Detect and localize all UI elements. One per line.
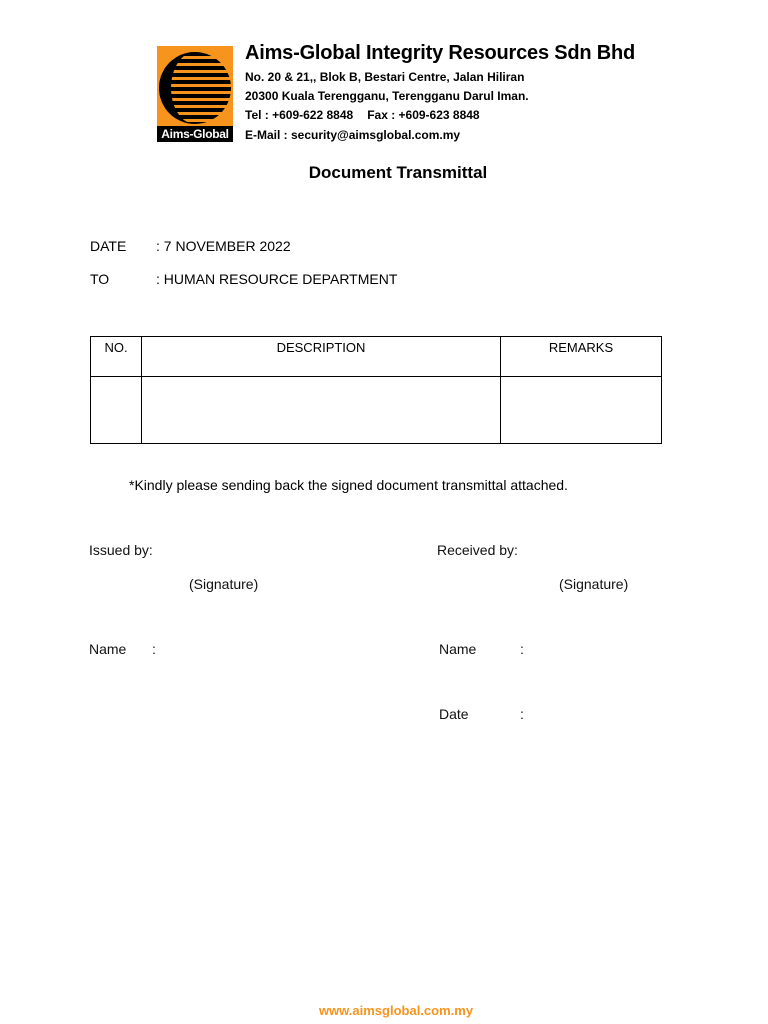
cell-no [91, 377, 142, 444]
column-header-no: NO. [91, 337, 142, 377]
company-name: Aims-Global Integrity Resources Sdn Bhd [245, 42, 636, 64]
receiver-name-colon: : [520, 641, 524, 657]
contact-line [245, 108, 480, 122]
receiver-date-row [439, 706, 524, 722]
address-line-2: 20300 Kuala Terengganu, Terengganu Darul Iman. [245, 89, 529, 103]
date-label: DATE [90, 238, 127, 254]
company-logo [157, 46, 233, 142]
date-row [90, 238, 291, 254]
tel-number: Tel : +609-622 8848 [245, 108, 354, 122]
footer-website: www.aimsglobal.com.my [318, 1003, 474, 1018]
to-row [90, 271, 397, 287]
email-address: E-Mail : security@aimsglobal.com.my [245, 128, 461, 142]
column-header-remarks: REMARKS [501, 337, 662, 377]
received-by-label: Received by: [437, 542, 518, 558]
logo-text: Aims-Global [157, 126, 233, 142]
to-value: : HUMAN RESOURCE DEPARTMENT [156, 271, 398, 287]
date-value: : 7 NOVEMBER 2022 [156, 238, 291, 254]
receiver-name-label: Name [439, 641, 477, 657]
globe-stripes-icon [157, 46, 233, 126]
instruction-note: *Kindly please sending back the signed document transmittal attached. [129, 477, 568, 493]
to-label: TO [90, 271, 110, 287]
signature-label-receiver: (Signature) [559, 576, 629, 592]
fax-number: Fax : +609-623 8848 [367, 108, 480, 122]
receiver-date-colon: : [520, 706, 524, 722]
receiver-name-row [439, 641, 524, 657]
transmittal-table [90, 336, 662, 444]
issued-by-label: Issued by: [89, 542, 153, 558]
signature-label-issuer: (Signature) [189, 576, 259, 592]
issuer-name-colon: : [152, 641, 156, 657]
issuer-name-label: Name [89, 641, 127, 657]
table-header-row [91, 337, 662, 377]
address-line-1: No. 20 & 21,, Blok B, Bestari Centre, Jalan Hiliran [245, 70, 525, 84]
document-title: Document Transmittal [308, 163, 488, 182]
cell-remarks [501, 377, 662, 444]
cell-description [142, 377, 501, 444]
issuer-name-row [89, 641, 156, 657]
table-row [91, 377, 662, 444]
column-header-description: DESCRIPTION [142, 337, 501, 377]
receiver-date-label: Date [439, 706, 469, 722]
